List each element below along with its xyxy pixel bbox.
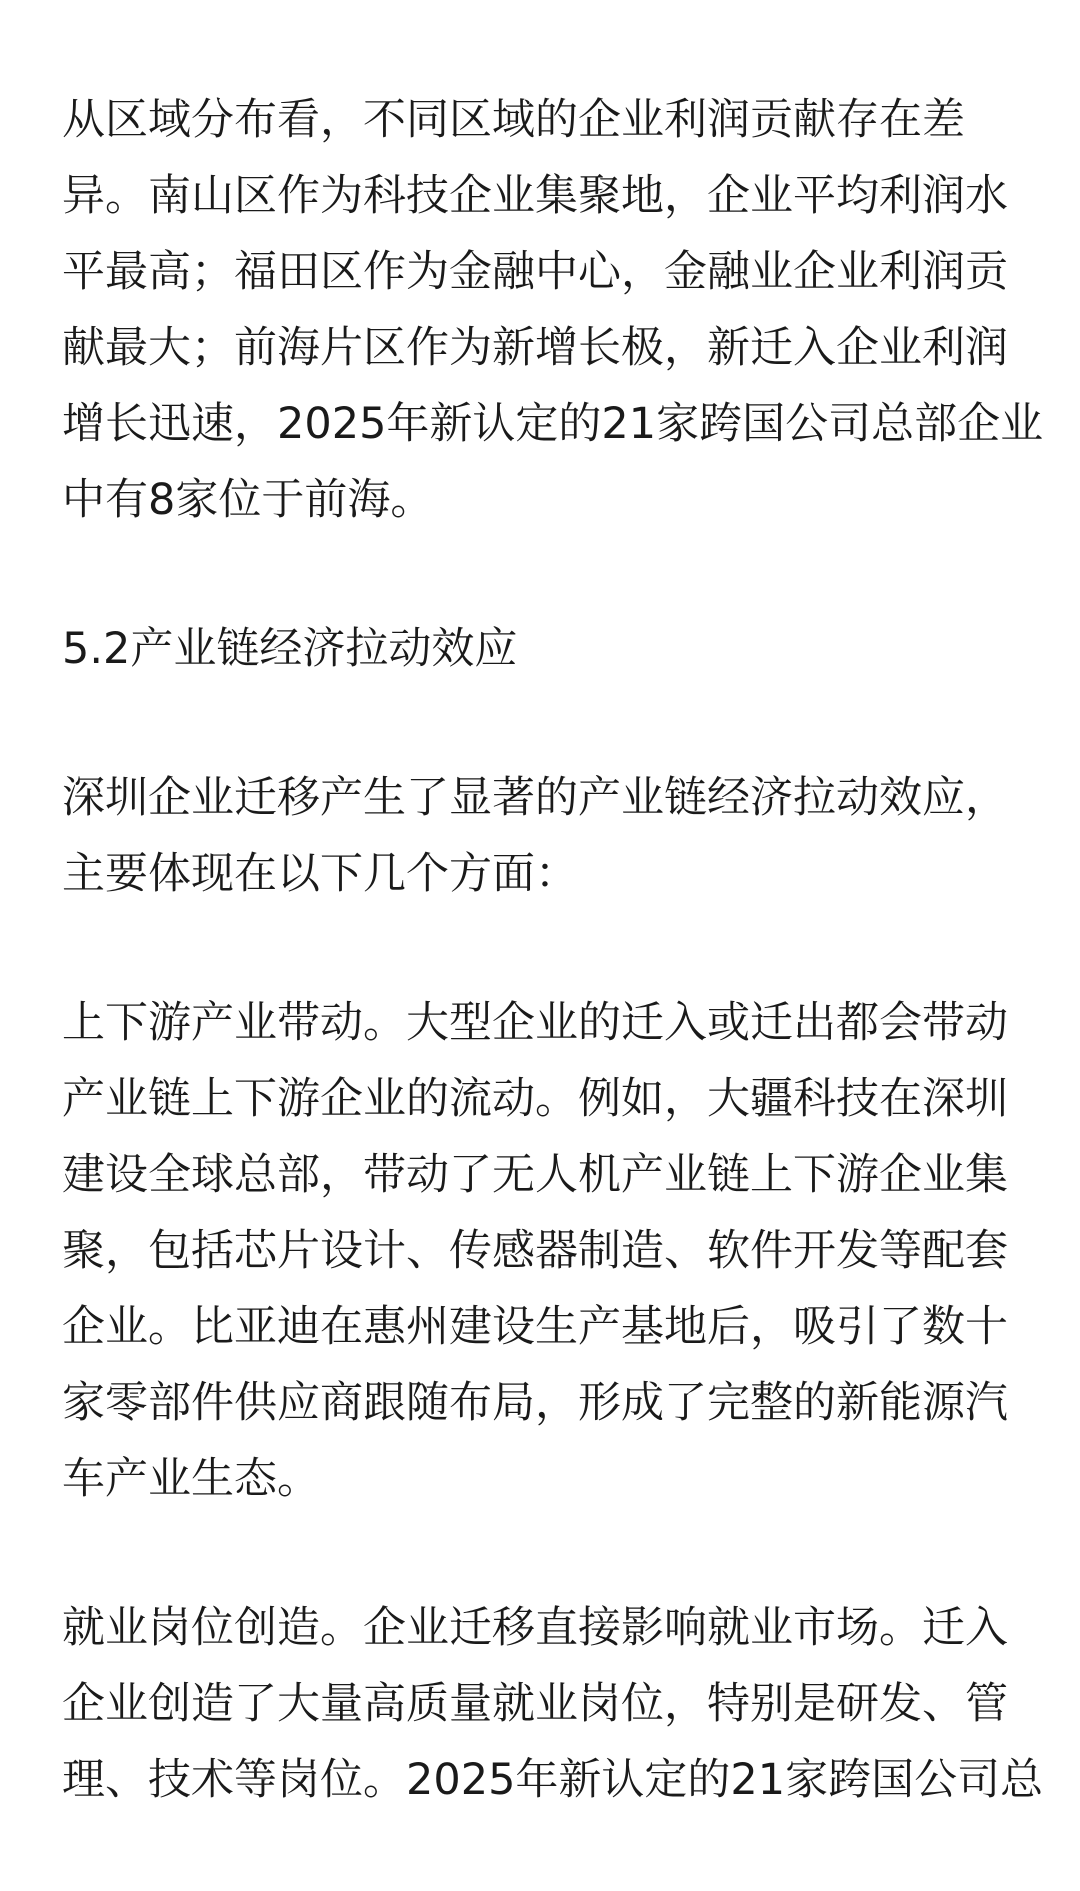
text-line: 就业岗位创造。企业迁移直接影响就业市场。迁入 bbox=[62, 1603, 1008, 1653]
paragraph-intro bbox=[62, 760, 1020, 912]
text-line: 献最大；前海片区作为新增长极，新迁入企业利润 bbox=[62, 323, 1008, 373]
text-line: 增长迅速，2025年新认定的21家跨国公司总部企业 bbox=[62, 399, 1044, 449]
article-body bbox=[62, 82, 1044, 1891]
paragraph-regional-distribution bbox=[62, 82, 1044, 538]
text-line: 平最高；福田区作为金融中心，金融业企业利润贡 bbox=[62, 247, 1008, 297]
text-line: 车产业生态。 bbox=[62, 1454, 320, 1504]
text-line: 理、技术等岗位。2025年新认定的21家跨国公司总 bbox=[62, 1755, 1044, 1805]
text-line: 聚，包括芯片设计、传感器制造、软件开发等配套 bbox=[62, 1226, 1008, 1276]
text-line: 异。南山区作为科技企业集聚地，企业平均利润水 bbox=[62, 171, 1008, 221]
paragraph-upstream-downstream bbox=[62, 985, 1020, 1517]
text-line: 主要体现在以下几个方面： bbox=[62, 849, 578, 899]
section-heading-text: 5.2产业链经济拉动效应 bbox=[62, 624, 518, 674]
text-line: 建设全球总部，带动了无人机产业链上下游企业集 bbox=[62, 1150, 1008, 1200]
text-line: 上下游产业带动。大型企业的迁入或迁出都会带动 bbox=[62, 998, 1008, 1048]
paragraph-employment bbox=[62, 1590, 1044, 1818]
text-line: 产业链上下游企业的流动。例如，大疆科技在深圳 bbox=[62, 1074, 1008, 1124]
text-line: 深圳企业迁移产生了显著的产业链经济拉动效应， bbox=[62, 773, 1008, 823]
section-heading bbox=[62, 611, 1020, 687]
text-line: 从区域分布看，不同区域的企业利润贡献存在差 bbox=[62, 95, 965, 145]
text-line: 企业。比亚迪在惠州建设生产基地后，吸引了数十 bbox=[62, 1302, 1008, 1352]
text-line: 中有8家位于前海。 bbox=[62, 475, 434, 525]
text-line: 企业创造了大量高质量就业岗位，特别是研发、管 bbox=[62, 1679, 1008, 1729]
text-line: 家零部件供应商跟随布局，形成了完整的新能源汽 bbox=[62, 1378, 1008, 1428]
